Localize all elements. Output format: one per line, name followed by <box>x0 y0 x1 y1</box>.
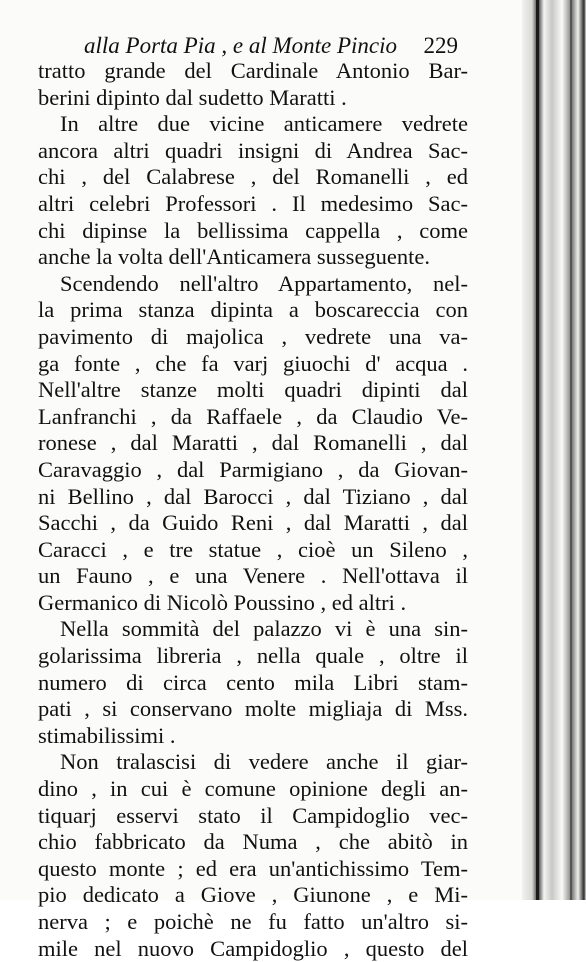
text-line: dino , in cui è comune opinione degli an- <box>38 776 468 802</box>
text-line: pati , si conservano molte migliaja di Mss. <box>38 696 468 722</box>
page-edge-line <box>570 0 572 900</box>
text-line: Scendendo nell'altro Appartamento, nel- <box>60 270 468 296</box>
text-line: altri celebri Professori . Il medesimo Sac- <box>38 190 468 216</box>
text-line: tiquarj esservi stato il Campidoglio vec- <box>38 802 468 828</box>
text-line: Caracci , e tre statue , cioè un Sileno , <box>38 536 468 562</box>
body-text <box>38 58 468 962</box>
text-line: chi dipinse la bellissima cappella , come <box>38 217 468 243</box>
text-line: Germanico di Nicolò Poussino , ed altri . <box>38 589 407 615</box>
text-line: la prima stanza dipinta a boscareccia con <box>38 297 468 323</box>
text-line: Lanfranchi , da Raffaele , da Claudio Ve- <box>38 403 468 429</box>
text-line: chi , del Calabrese , del Romanelli , ed <box>38 164 468 190</box>
text-line: Non tralascisi di vedere anche il giar- <box>60 749 468 775</box>
page-number: 229 <box>423 33 458 58</box>
text-line: berini dipinto dal sudetto Maratti . <box>38 84 347 110</box>
text-line: numero di circa cento mila Libri stam- <box>38 669 468 695</box>
text-line: anche la volta dell'Anticamera susseguente. <box>38 244 431 270</box>
text-line: pavimento di majolica , vedrete una va- <box>38 323 468 349</box>
text-line: chio fabbricato da Numa , che abitò in <box>38 829 468 855</box>
text-line: stimabilissimi . <box>38 722 176 748</box>
text-line: mile nel nuovo Campidoglio , questo del <box>38 935 468 961</box>
text-line: In altre due vicine anticamere vedrete <box>60 111 468 137</box>
text-line: ancora altri quadri insigni di Andrea Sac- <box>38 137 468 163</box>
text-line: Sacchi , da Guido Reni , dal Maratti , dal <box>38 510 468 536</box>
text-line: golarissima libreria , nella quale , oltre il <box>38 643 468 669</box>
text-line: Caravaggio , dal Parmigiano , da Giovan- <box>38 456 468 482</box>
text-line: ronese , dal Maratti , dal Romanelli , dal <box>38 430 468 456</box>
running-title: alla Porta Pia , e al Monte Pincio <box>84 33 398 58</box>
text-line: questo monte ; ed era un'antichissimo Tem- <box>38 855 468 881</box>
text-line: pio dedicato a Giove , Giunone , e Mi- <box>38 882 468 908</box>
text-line: Nell'altre stanze molti quadri dipinti dal <box>38 377 468 403</box>
text-line: tratto grande del Cardinale Antonio Bar- <box>38 58 468 83</box>
page-edge-shadow <box>522 0 586 900</box>
text-line: Nella sommità del palazzo vi è una sin- <box>60 616 468 642</box>
text-line: nerva ; e poichè ne fu fatto un'altro si- <box>38 909 468 934</box>
text-line: ga fonte , che fa varj giuochi d' acqua . <box>38 350 468 376</box>
text-line: un Fauno , e una Venere . Nell'ottava il <box>38 563 468 589</box>
page-edge-line <box>536 0 539 900</box>
text-line: ni Bellino , dal Barocci , dal Tiziano , dal <box>38 483 468 509</box>
